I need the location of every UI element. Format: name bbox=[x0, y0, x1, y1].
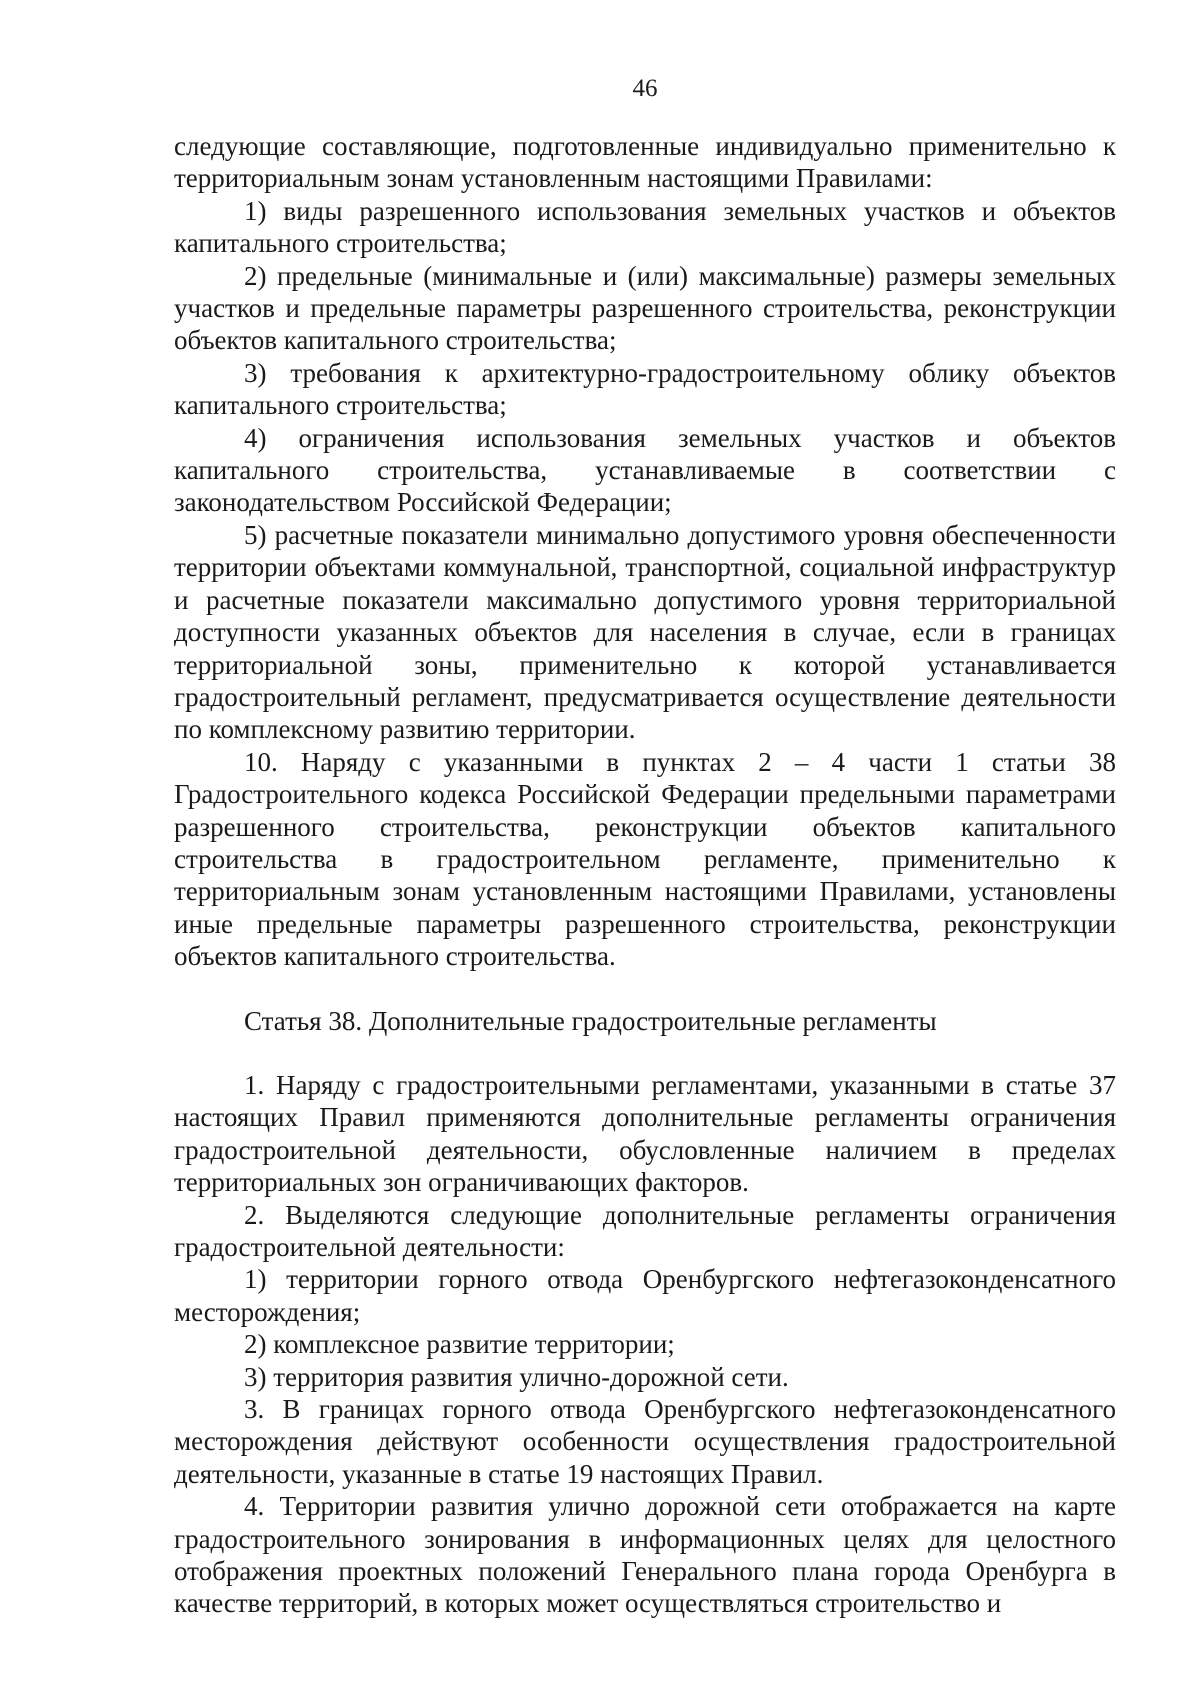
paragraph: 2) комплексное развитие территории; bbox=[244, 1329, 675, 1360]
paragraph: 3) требования к архитектурно-градостроительному облику объектов капитального строительства; bbox=[174, 357, 1116, 421]
paragraph: 10. Наряду с указанными в пунктах 2 – 4 части 1 статьи 38 Градостроительного кодекса Российской Федерации предельными параметрами разрешенного строительства, реконструкции объектов капитального строительства в градостроительном регламенте, применительно к территориальным зонам установленным настоящими Правилами, установлены иные предельные параметры разрешенного строительства, реконструкции объектов капитального строительства. bbox=[174, 746, 1116, 972]
paragraph: 1) виды разрешенного использования земельных участков и объектов капитального строительства; bbox=[174, 195, 1116, 259]
paragraph: 3) территория развития улично-дорожной сети. bbox=[244, 1361, 789, 1392]
paragraph: 4) ограничения использования земельных участков и объектов капитального строительства, устанавливаемые в соответствии с законодательством Российской Федерации; bbox=[174, 422, 1116, 518]
paragraph: 2) предельные (минимальные и (или) максимальные) размеры земельных участков и предельные параметры разрешенного строительства, реконструкции объектов капитального строительства; bbox=[174, 260, 1116, 356]
document-body bbox=[174, 130, 1116, 1620]
paragraph: 5) расчетные показатели минимально допустимого уровня обеспеченности территории объектами коммунальной, транспортной, социальной инфраструктур и расчетные показатели максимально допустимого уровня территориальной доступности указанных объектов для населения в случае, если в границах территориальной зоны, применительно к которой устанавливается градостроительный регламент, предусматривается осуществление деятельности по комплексному развитию территории. bbox=[174, 519, 1116, 745]
paragraph: 1) территории горного отвода Оренбургского нефтегазоконденсатного месторождения; bbox=[174, 1264, 1116, 1327]
paragraph: 2. Выделяются следующие дополнительные регламенты ограничения градостроительной деятельности: bbox=[174, 1199, 1116, 1262]
paragraphs-after-heading bbox=[174, 1069, 1116, 1620]
article-heading: Статья 38. Дополнительные градостроительные регламенты bbox=[244, 1005, 937, 1036]
paragraph: 4. Территории развития улично дорожной сети отображается на карте градостроительного зонирования в информационных целях для целостного отображения проектных положений Генерального плана города Оренбурга в качестве территорий, в которых может осуществляться строительство и bbox=[174, 1491, 1116, 1619]
page-number: 46 bbox=[632, 75, 658, 102]
paragraph: следующие составляющие, подготовленные индивидуально применительно к территориальным зонам установленным настоящими Правилами: bbox=[174, 131, 1116, 194]
paragraph: 1. Наряду с градостроительными регламентами, указанными в статье 37 настоящих Правил применяются дополнительные регламенты ограничения градостроительной деятельности, обусловленные наличием в пределах территориальных зон ограничивающих факторов. bbox=[174, 1069, 1116, 1198]
document-page bbox=[174, 0, 1116, 1696]
paragraph: 3. В границах горного отвода Оренбургского нефтегазоконденсатного месторождения действуют особенности осуществления градостроительной деятельности, указанные в статье 19 настоящих Правил. bbox=[174, 1394, 1116, 1489]
paragraphs-before-heading bbox=[174, 130, 1116, 973]
